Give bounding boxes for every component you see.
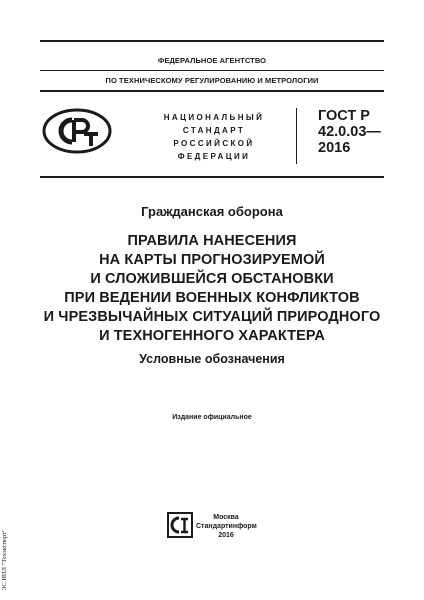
national-line: НАЦИОНАЛЬНЫЙ bbox=[163, 113, 265, 122]
publisher-city: Москва bbox=[213, 514, 239, 521]
publisher-logo-icon bbox=[167, 512, 193, 538]
gost-divider bbox=[296, 108, 297, 164]
side-stamp: ЗС ИПЛ "Техэксперт" bbox=[1, 529, 8, 590]
publisher-imprint bbox=[196, 513, 256, 540]
national-line: ФЕДЕРАЦИИ bbox=[177, 152, 251, 161]
document-symbols-heading: Условные обозначения bbox=[139, 352, 285, 366]
title-line: И ТЕХНОГЕННОГО ХАРАКТЕРА bbox=[99, 328, 325, 344]
title-line: НА КАРТЫ ПРОГНОЗИРУЕМОЙ bbox=[99, 252, 325, 268]
top-rule bbox=[40, 40, 384, 42]
publisher-year: 2016 bbox=[218, 532, 234, 539]
national-standard-label bbox=[150, 111, 278, 163]
gost-line: 42.0.03— bbox=[318, 124, 381, 140]
title-line: ПРИ ВЕДЕНИИ ВОЕННЫХ КОНФЛИКТОВ bbox=[64, 290, 360, 306]
agency-bottom-rule bbox=[40, 90, 384, 92]
title-line: И СЛОЖИВШЕЙСЯ ОБСТАНОВКИ bbox=[90, 271, 334, 287]
gost-line: ГОСТ Р bbox=[318, 108, 370, 124]
agency-divider bbox=[40, 70, 384, 71]
title-line: И ЧРЕЗВЫЧАЙНЫХ СИТУАЦИЙ ПРИРОДНОГО bbox=[43, 309, 381, 325]
document-title bbox=[20, 232, 404, 346]
document-subtitle: Гражданская оборона bbox=[141, 204, 283, 219]
gost-line: 2016 bbox=[318, 140, 351, 156]
gost-number bbox=[318, 108, 381, 156]
title-line: ПРАВИЛА НАНЕСЕНИЯ bbox=[127, 233, 297, 249]
edition-label: Издание официальное bbox=[172, 414, 252, 421]
header-bottom-rule bbox=[40, 176, 384, 178]
agency-name-line-2: ПО ТЕХНИЧЕСКОМУ РЕГУЛИРОВАНИЮ И МЕТРОЛОГИИ bbox=[105, 76, 319, 85]
national-line: РОССИЙСКОЙ bbox=[173, 139, 255, 148]
national-line: СТАНДАРТ bbox=[182, 126, 246, 135]
rst-logo-icon bbox=[42, 108, 112, 154]
agency-name-line-1: ФЕДЕРАЛЬНОЕ АГЕНТСТВО bbox=[157, 56, 267, 65]
publisher-name: Стандартинформ bbox=[196, 523, 257, 530]
